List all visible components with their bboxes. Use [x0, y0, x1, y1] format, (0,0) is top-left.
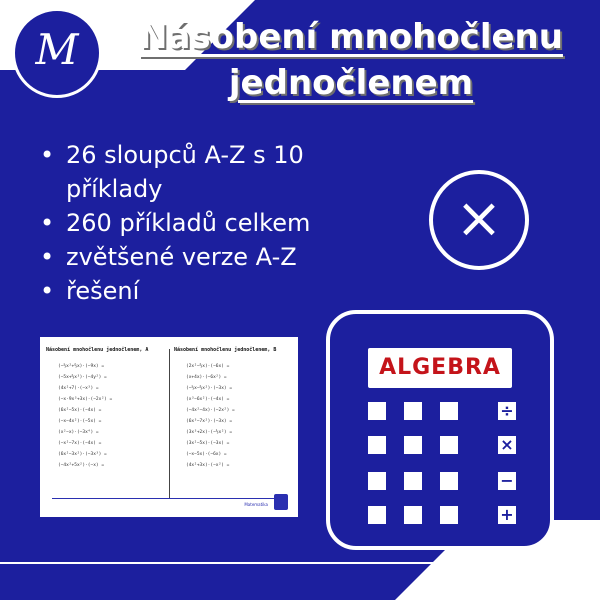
title-line-1: Násobení mnohočlenu — [139, 17, 563, 57]
worksheet-column-a — [46, 347, 162, 471]
worksheet-row: (3x³+2x)·(−⅓x²) = — [186, 430, 233, 435]
worksheet-row: (−x²−7x)·(−4x) = — [58, 441, 102, 446]
title-line-2: jednočlenem — [228, 63, 474, 103]
calculator-key — [368, 402, 386, 420]
worksheet-preview — [40, 337, 298, 517]
worksheet-row: (−x·9x³+3x)·(−2x²) = — [58, 397, 113, 402]
feature-item: • 260 příkladů celkem — [40, 206, 380, 240]
calculator-key — [440, 402, 458, 420]
calculator-mini-icon — [274, 494, 288, 510]
calculator-key — [440, 436, 458, 454]
worksheet-row: (3x²−5x)·(−3x) = — [186, 441, 230, 446]
calculator-key — [368, 436, 386, 454]
feature-list — [40, 138, 380, 308]
worksheet-row: (−x−5x)·(−6x) = — [186, 452, 227, 457]
worksheet-header-a: Násobení mnohočlenu jednočlenem, A — [46, 347, 149, 353]
worksheet-row: (−x−4x²)·(−5x) = — [58, 419, 102, 424]
logo-badge — [12, 8, 102, 98]
worksheet-row: (−⅓x−⅔x²)·(−3x) = — [186, 386, 233, 391]
close-button[interactable] — [429, 170, 529, 270]
worksheet-row: (x²−x)·(−3x⁴) = — [58, 430, 99, 435]
calculator-icon — [326, 310, 554, 550]
logo-letter: M — [35, 25, 79, 74]
calculator-key — [404, 472, 422, 490]
calculator-key — [404, 402, 422, 420]
calculator-key — [440, 506, 458, 524]
plus-key: + — [498, 506, 516, 524]
close-icon: × — [455, 186, 503, 251]
worksheet-footer-line — [52, 498, 286, 499]
feature-item: • 26 sloupců A-Z s 10 příklady — [40, 138, 380, 206]
worksheet-footer-text: Matematika — [244, 502, 268, 507]
worksheet-row: (−4x²−4x)·(−2x²) = — [186, 408, 235, 413]
calculator-key — [368, 472, 386, 490]
worksheet-row: (6x³−7x²)·(−3x) = — [186, 419, 233, 424]
minus-key: − — [498, 472, 516, 490]
feature-item: • zvětšené verze A-Z — [40, 240, 380, 274]
calculator-key — [368, 506, 386, 524]
bottom-divider — [0, 562, 600, 564]
worksheet-row: (2x²−⅔x)·(−6x) = — [186, 364, 230, 369]
worksheet-row: (−4x²+5x²)·(−x) = — [58, 463, 105, 468]
worksheet-header-b: Násobení mnohočlenu jednočlenem, B — [174, 347, 277, 353]
worksheet-column-b — [174, 347, 290, 471]
worksheet-row: (6x²−5x)·(−4x) = — [58, 408, 102, 413]
worksheet-row: (6x²−3x²)·(−3x³) = — [58, 452, 107, 457]
worksheet-row: (−⅓x²+⅔x)·(−9x) = — [58, 364, 105, 369]
worksheet-row: (4x²+7)·(−x³) = — [58, 386, 99, 391]
feature-item: • řešení — [40, 274, 380, 308]
page-title — [112, 14, 590, 106]
divide-key: ÷ — [498, 402, 516, 420]
worksheet-row: (x³−6x²)·(−4x) = — [186, 397, 230, 402]
calculator-key — [404, 506, 422, 524]
calculator-screen: ALGEBRA — [368, 348, 512, 388]
worksheet-row: (x+4x)·(−6x²) = — [186, 375, 227, 380]
worksheet-row: (−5x+⅔x³)·(−4y²) = — [58, 375, 107, 380]
multiply-key: × — [498, 436, 516, 454]
calculator-key — [404, 436, 422, 454]
worksheet-row: (4x²+3x)·(−x²) = — [186, 463, 230, 468]
calculator-key — [440, 472, 458, 490]
worksheet-divider — [169, 349, 170, 499]
